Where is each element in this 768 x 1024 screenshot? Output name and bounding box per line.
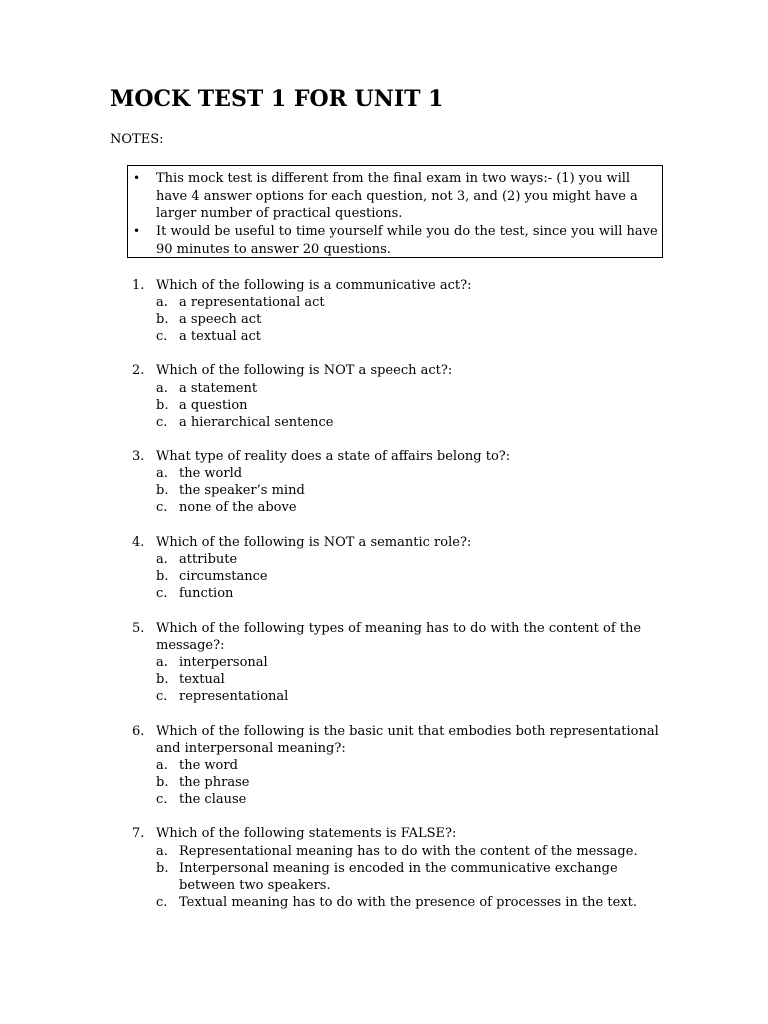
question-text: Which of the following is NOT a semantic role?: xyxy=(156,535,472,550)
option-text: a statement xyxy=(179,381,258,396)
question-text: Which of the following is the basic unit that embodies both representational and interpersonal meaning?: xyxy=(156,724,659,757)
option-letter: b. xyxy=(156,312,169,327)
option-text: none of the above xyxy=(179,500,297,515)
option-letter: b. xyxy=(156,672,169,687)
bullet-icon: • xyxy=(133,224,141,238)
notes-label: NOTES: xyxy=(110,132,164,147)
option-letter: b. xyxy=(156,569,169,584)
option-letter: b. xyxy=(156,398,169,413)
question-number: 4. xyxy=(132,535,145,550)
question-number: 3. xyxy=(132,449,145,464)
option-text: the world xyxy=(179,466,243,481)
option-letter: c. xyxy=(156,500,168,515)
question-number: 1. xyxy=(132,278,145,293)
option-letter: a. xyxy=(156,844,168,859)
option-text: a textual act xyxy=(179,329,262,344)
note-text: This mock test is different from the final exam in two ways:- (1) you will have 4 answer options for each question, not 3, and (2) you might have a larger number of practical questions. xyxy=(156,171,638,221)
bullet-icon: • xyxy=(133,171,141,185)
question-number: 2. xyxy=(132,363,145,378)
option-letter: c. xyxy=(156,415,168,430)
option-text: the speaker’s mind xyxy=(179,483,305,498)
question-text: What type of reality does a state of affairs belong to?: xyxy=(156,449,511,464)
question-number: 5. xyxy=(132,621,145,636)
option-text: a speech act xyxy=(179,312,262,327)
option-text: the clause xyxy=(179,792,247,807)
option-letter: a. xyxy=(156,758,168,773)
page-title: MOCK TEST 1 FOR UNIT 1 xyxy=(110,86,444,112)
option-text: interpersonal xyxy=(179,655,268,670)
question-text: Which of the following is a communicative act?: xyxy=(156,278,472,293)
note-text: It would be useful to time yourself while you do the test, since you will have 90 minutes to answer 20 questions. xyxy=(156,224,658,257)
notes-box xyxy=(127,165,663,258)
option-text: Textual meaning has to do with the presence of processes in the text. xyxy=(179,895,637,910)
option-text: circumstance xyxy=(179,569,268,584)
option-letter: c. xyxy=(156,895,168,910)
option-text: attribute xyxy=(179,552,238,567)
option-letter: a. xyxy=(156,552,168,567)
question-text: Which of the following types of meaning has to do with the content of the message?: xyxy=(156,621,642,654)
option-text: Representational meaning has to do with the content of the message. xyxy=(179,844,638,859)
option-letter: b. xyxy=(156,483,169,498)
option-letter: a. xyxy=(156,655,168,670)
option-text: the word xyxy=(179,758,238,773)
question-text: Which of the following statements is FALSE?: xyxy=(156,826,457,841)
option-letter: a. xyxy=(156,295,168,310)
option-text: a question xyxy=(179,398,248,413)
option-letter: b. xyxy=(156,861,169,876)
question-text: Which of the following is NOT a speech act?: xyxy=(156,363,453,378)
option-letter: b. xyxy=(156,775,169,790)
option-text: representational xyxy=(179,689,289,704)
option-text: a hierarchical sentence xyxy=(179,415,334,430)
option-text: a representational act xyxy=(179,295,325,310)
option-letter: a. xyxy=(156,466,168,481)
option-text: the phrase xyxy=(179,775,250,790)
option-letter: c. xyxy=(156,329,168,344)
option-letter: a. xyxy=(156,381,168,396)
option-letter: c. xyxy=(156,586,168,601)
option-text: Interpersonal meaning is encoded in the communicative exchange between two speakers. xyxy=(179,861,618,894)
question-number: 7. xyxy=(132,826,145,841)
option-text: textual xyxy=(179,672,225,687)
option-letter: c. xyxy=(156,689,168,704)
option-text: function xyxy=(179,586,234,601)
option-letter: c. xyxy=(156,792,168,807)
question-number: 6. xyxy=(132,724,145,739)
